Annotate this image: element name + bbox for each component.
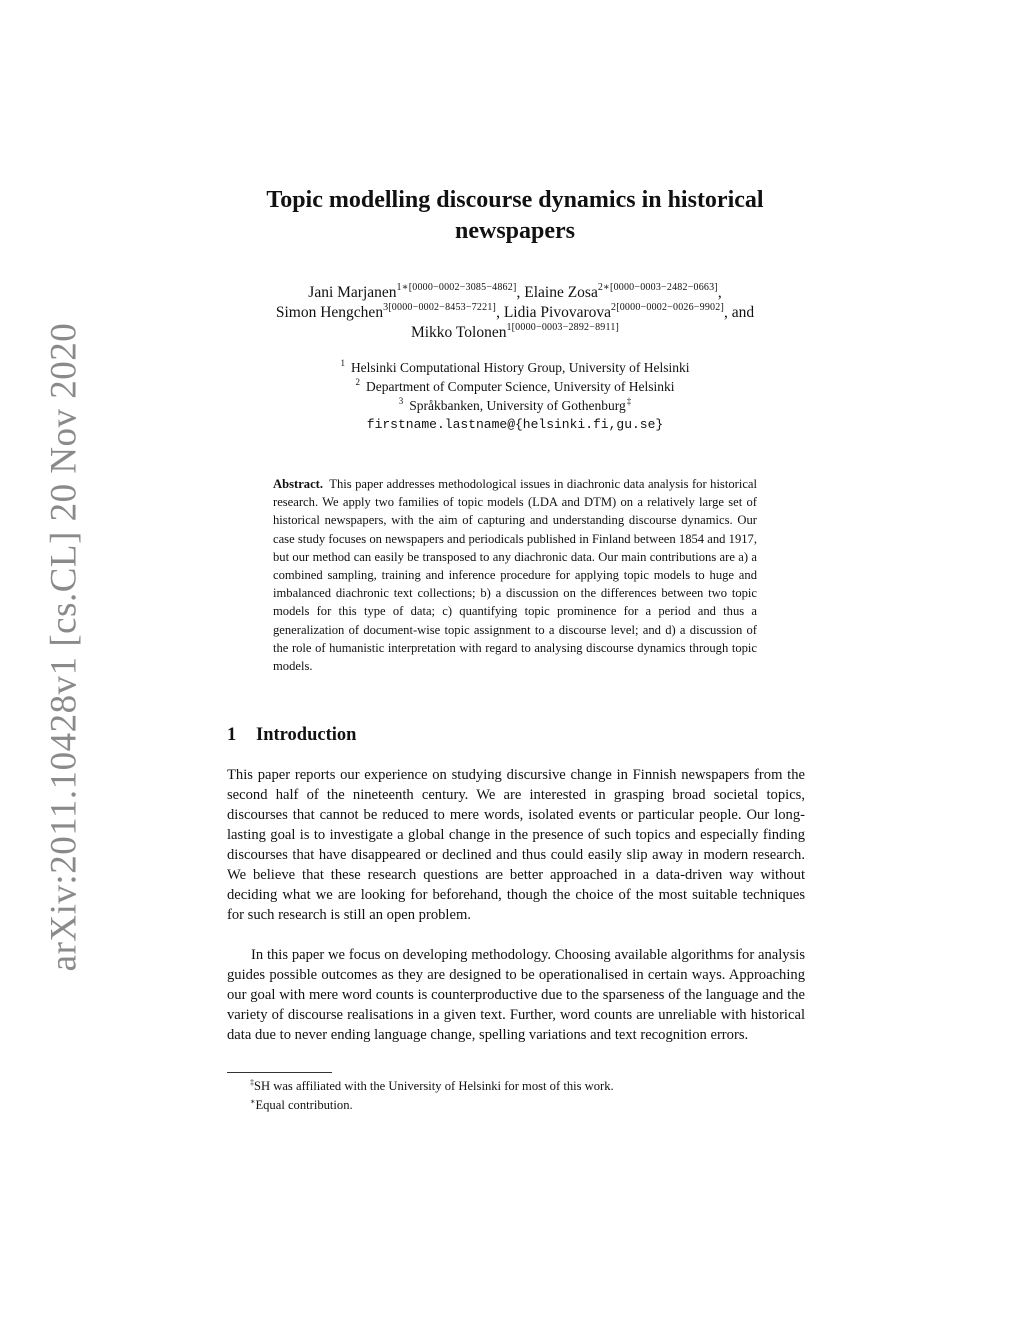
author-orcid: 2∗[0000−0003−2482−0663] [597, 282, 718, 293]
author-orcid: 2[0000−0002−0026−9902] [611, 302, 724, 313]
footnotes [250, 1077, 614, 1115]
arxiv-identifier: arXiv:2011.10428v1 [cs.CL] 20 Nov 2020 [43, 322, 85, 972]
author-name: Jani Marjanen [308, 284, 397, 301]
author-orcid: 1∗[0000−0002−3085−4862] [396, 282, 517, 293]
abstract [273, 475, 757, 675]
body-paragraph: In this paper we focus on developing methodology. Choosing available algorithms for analysis guides possible outcomes as they are designed to be operationalised in certain ways. Approaching our goal with mere word counts is counterproductive due to the sparseness of the language and the variety of discourse realisations in a given text. Further, word counts are unreliable with historical data due to never ending language change, spelling variations and text recognition errors. [227, 947, 805, 1043]
affiliations [230, 358, 800, 434]
affiliation-line: $^1$ Helsinki Computational History Group, University of Helsinki [340, 358, 690, 375]
footnote: ∗Equal contribution. [250, 1097, 353, 1112]
section-heading [227, 725, 356, 746]
footnote: ‡SH was affiliated with the University of Helsinki for most of this work. [250, 1078, 614, 1093]
section-title: Introduction [256, 725, 357, 745]
abstract-label: Abstract. [273, 477, 324, 491]
affiliation-line: $^2$ Department of Computer Science, University of Helsinki [355, 377, 675, 394]
abstract-text: This paper addresses methodological issues in diachronic data analysis for historical research. We apply two families of topic models (LDA and DTM) on a relatively large set of historical newspapers, with the aim of capturing and understanding discourse dynamics. Our case study focuses on newspapers and periodicals published in Finland between 1854 and 1917, but our method can easily be transposed to any diachronic data. Our main contributions are a) a combined sampling, training and inference procedure for applying topic models to huge and imbalanced diachronic text collections; b) a discussion on the differences between two topic models for this type of data; c) quantifying topic prominence for a period and thus a generalization of document-wise topic assignment to a discourse level; and d) a discussion of the role of humanistic interpretation with regard to analysing discourse dynamics through topic models. [273, 477, 758, 674]
affiliation-line: $^3$ Språkbanken, University of Gothenburg‡ [398, 396, 632, 413]
section-number: 1 [227, 725, 237, 745]
author-name: Lidia Pivovarova [503, 304, 611, 321]
body-paragraph: This paper reports our experience on studying discursive change in Finnish newspapers from the second half of the nineteenth century. We are interested in grasping broad societal topics, discourses that cannot be reduced to mere words, isolated events or particular people. Our long-lasting goal is to investigate a global change in the presence of such topics and especially finding discourses that have disappeared or declined and thus could easily slip away in modern research. We believe that these research questions are better approached in a data-driven way without deciding what we are looking for beforehand, though the choice of the most suitable techniques for such research is still an open problem. [227, 767, 805, 923]
author-list: Jani Marjanen$^{1∗[0000-0002-3085-4862]}$, Elaine Zosa$^{2∗[0000-0003-2482-0663]}$, Simon Hengchen$^{3[0000-0002-8453-7221]}$, Lidia Pivovarova$^{2[0000-0002-0026-9902]}$, and Mikko Tolonen$^{1[0000-0003-2892-8911]}$ [275, 282, 755, 341]
author-name: Simon Hengchen [275, 304, 384, 321]
author-orcid: 3[0000−0002−8453−7221] [383, 302, 497, 313]
author-name: Elaine Zosa [524, 284, 598, 301]
contact-email: firstname.lastname@{helsinki.fi,gu.se} [366, 417, 664, 432]
author-orcid: 1[0000−0003−2892−8911] [506, 322, 620, 333]
paper-title: Topic modelling discourse dynamics in historical newspapers [266, 187, 764, 244]
footnote-divider [227, 1072, 332, 1073]
author-name: Mikko Tolonen [410, 324, 507, 341]
